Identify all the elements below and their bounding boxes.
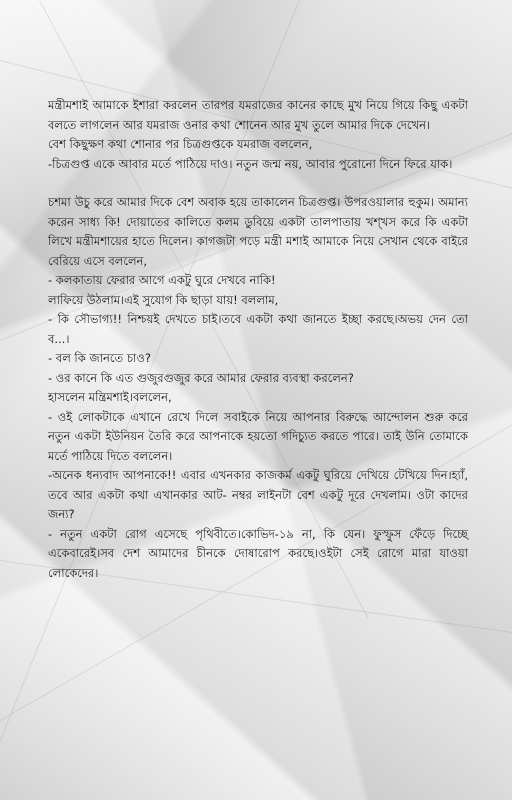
paragraph: -চিত্রগুপ্ত একে আবার মর্তে পাঠিয়ে দাও। নতুন জন্ম নয়, আবার পুরোনো দিনে ফিরে যাক।: [48, 156, 453, 171]
paragraph: মন্ত্রীমশাই আমাকে ইশারা করলেন তারপর যমরাজের কানের কাছে মুখ নিয়ে গিয়ে কিছু একটা বলতে লাগলেন আর যমরাজ ওনার কথা শোনেন আর মুখ তুলে আমার দিকে দেখেন।: [48, 98, 468, 132]
paragraph: -অনেক ধন্যবাদ আপনাকে!! এবার এখনকার কাজকর্ম একটু ঘুরিয়ে দেখিয়ে টেখিয়ে দিন।হ্যাঁ, তবে আর একটা কথা এখানকার আট- নম্বর লাইনটা বেশ একটু দূরে দেখলাম। ওটা কাদের জন্য?: [48, 468, 468, 521]
paragraph: লাফিয়ে উঠলাম।এই সুযোগ কি ছাড়া যায়! বললাম,: [48, 292, 279, 307]
paragraph: চশমা উচু করে আমার দিকে বেশ অবাক হয়ে তাকালেন চিত্রগুপ্ত। উপরওয়ালার হুকুম। অমান্য করেন সাধ্য কি! দোয়াতের কালিতে কলম ডুবিয়ে একটা তালপাতায় খশ্খস করে কি একটা লিখে মন্ত্রীমশায়ের হাতে দিলেন। কাগজটা পড়ে মন্ত্রী মশাই আমাকে নিয়ে সেখান থেকে বাইরে বেরিয়ে এসে বললেন,: [48, 195, 468, 268]
paragraph: - ওই লোকটাকে এখানে রেখে দিলে সবাইকে নিয়ে আপনার বিরুদ্ধে আন্দোলন শুরু করে নতুন একটা ইউনিয়ন তৈরি করে আপনাকে হয়তো গদিচ্যুত করতে পারে। তাই উনি তোমাকে মর্তে পাঠিয়ে দিতে বললেন।: [48, 409, 468, 463]
paragraph: হাসলেন মন্ত্রিমশাই।বললেন,: [48, 390, 172, 404]
paragraph: - বল কি জানতে চাও?: [48, 351, 151, 365]
story-text: [48, 96, 468, 583]
paragraph: বেশ কিছুক্ষণ কথা শোনার পর চিত্রগুপ্তকে যমরাজ বললেন,: [48, 137, 313, 151]
paragraph-gap: [48, 174, 468, 193]
paragraph: - কলকাতায় ফেরার আগে একটু ঘুরে দেখবে নাকি!: [48, 273, 276, 287]
paragraph: - নতুন একটা রোগ এসেছে পৃথিবীতে।কোভিদ-১৯ না, কি যেন। ফুস্ফুস ফেঁড়ে দিচ্ছে একেবারেই।সব দেশ আমাদের চীনকে দোষারোপ করছে।ওইটা সেই রোগে মারা যাওয়া লোকেদের।: [48, 526, 468, 580]
paragraph: - ওর কানে কি এত গুজুরগুজুর করে আমার ফেরার ব্যবস্থা করলেন?: [48, 370, 354, 385]
paragraph: - কি সৌভাগ্য!! নিশ্চয়ই দেখতে চাই।তবে একটা কথা জানতে ইচ্ছা করছে।অভয় দেন তো ব...।: [48, 312, 468, 346]
